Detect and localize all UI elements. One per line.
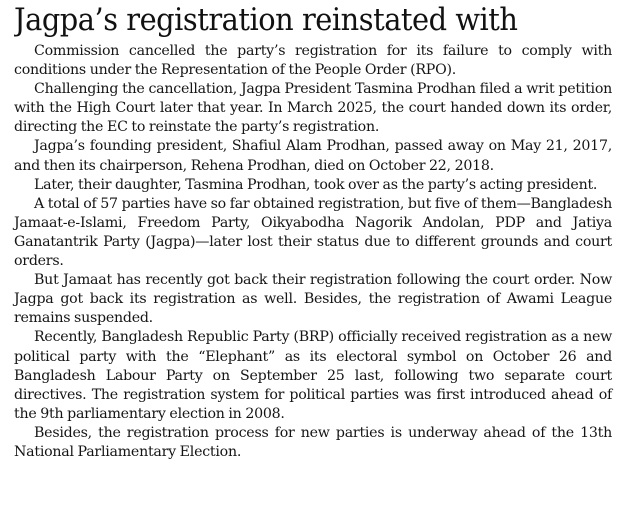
article-paragraph: But Jamaat has recently got back their registration following the court order. Now Jagpa got back its registration as well. Besides, the registration of Awami League remains suspended. [14, 272, 612, 327]
article-paragraph: Later, their daughter, Tasmina Prodhan, took over as the party’s acting president. [34, 176, 598, 193]
article-headline: Jagpa’s registration reinstated with [14, 2, 518, 38]
article-paragraph: Jagpa’s founding president, Shafiul Alam Prodhan, passed away on May 21, 2017, and then its chairperson, Rehena Prodhan, died on October 22, 2018. [14, 138, 612, 174]
article-paragraph: A total of 57 parties have so far obtained registration, but five of them—Bangladesh Jamaat-e-Islami, Freedom Party, Oikyabodha Nagorik Andolan, PDP and Jatiya Ganatantrik Party (Jagpa)—later lost their status due to different grounds and court orders. [14, 195, 612, 270]
article-paragraph: Challenging the cancellation, Jagpa President Tasmina Prodhan filed a writ petition with the High Court later that year. In March 2025, the court handed down its order, directing the EC to reinstate the party’s registration. [14, 81, 612, 136]
article-paragraph: Besides, the registration process for new parties is underway ahead of the 13th National Parliamentary Election. [14, 424, 612, 460]
article-paragraph: Commission cancelled the party’s registration for its failure to comply with conditions under the Representation of the People Order (RPO). [14, 43, 612, 79]
article-paragraph: Recently, Bangladesh Republic Party (BRP) officially received registration as a new political party with the “Elephant” as its electoral symbol on October 26 and Bangladesh Labour Party on September 25 last, following two separate court directives. The registration system for political parties was first introduced ahead of the 9th parliamentary election in 2008. [14, 329, 612, 422]
article-body [14, 42, 612, 462]
